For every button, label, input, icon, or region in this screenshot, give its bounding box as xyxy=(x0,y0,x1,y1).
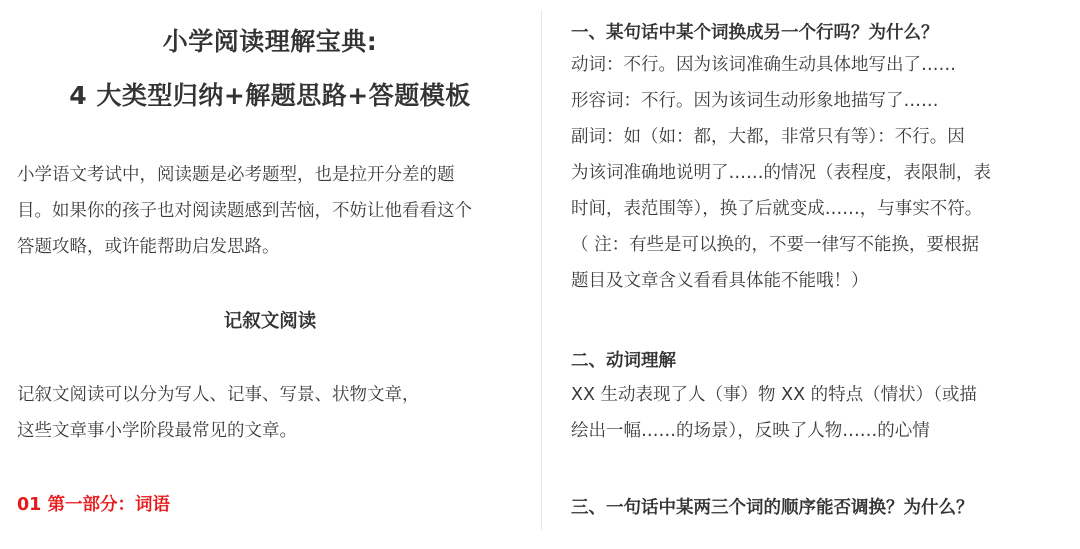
intro-paragraph xyxy=(17,157,517,265)
answer-line: （ 注：有些是可以换的，不要一律写不能换，要根据 xyxy=(571,235,980,255)
intro-line: 答题攻略，或许能帮助启发思路。 xyxy=(17,237,280,257)
right-column xyxy=(571,0,1071,549)
answer-line: 绘出一幅……的场景），反映了人物……的心情 xyxy=(571,421,930,441)
section-heading: 记叙文阅读 xyxy=(223,311,317,332)
answer-line: 时间，表范围等），换了后就变成……，与事实不符。 xyxy=(571,199,983,219)
question-heading-2: 二、动词理解 xyxy=(571,351,676,371)
part-heading: 01 第一部分：词语 xyxy=(17,495,170,515)
narrative-line: 记叙文阅读可以分为写人、记事、写景、状物文章， xyxy=(17,385,420,405)
answer-line: XX 生动表现了人（事）物 XX 的特点（情状）（或描 xyxy=(571,385,977,405)
article-title-line1: 小学阅读理解宝典: xyxy=(162,27,378,56)
answer-line: 动词：不行。因为该词准确生动具体地写出了…… xyxy=(571,55,956,75)
answer-line: 为该词准确地说明了……的情况（表程度，表限制，表 xyxy=(571,163,991,183)
answer-line: 副词：如（如：都，大都，非常只有等）：不行。因 xyxy=(571,127,965,147)
answer-line: 形容词：不行。因为该词生动形象地描写了…… xyxy=(571,91,939,111)
article-title-line2: 4 大类型归纳+解题思路+答题模板 xyxy=(69,81,471,110)
question-heading-3: 三、一句话中某两三个词的顺序能否调换？为什么？ xyxy=(571,498,974,518)
narrative-line: 这些文章事小学阶段最常见的文章。 xyxy=(17,421,297,441)
intro-line: 目。如果你的孩子也对阅读题感到苦恼，不妨让他看看这个 xyxy=(17,201,472,221)
answer-paragraph-2 xyxy=(571,377,1059,449)
answer-line: 题目及文章含义看看具体能不能哦！） xyxy=(571,271,869,291)
narrative-paragraph xyxy=(17,377,517,449)
column-divider xyxy=(541,10,542,530)
answer-paragraph-1 xyxy=(571,47,1059,299)
question-heading-1: 一、某句话中某个词换成另一个行吗？为什么？ xyxy=(571,23,939,43)
intro-line: 小学语文考试中，阅读题是必考题型，也是拉开分差的题 xyxy=(17,165,455,185)
